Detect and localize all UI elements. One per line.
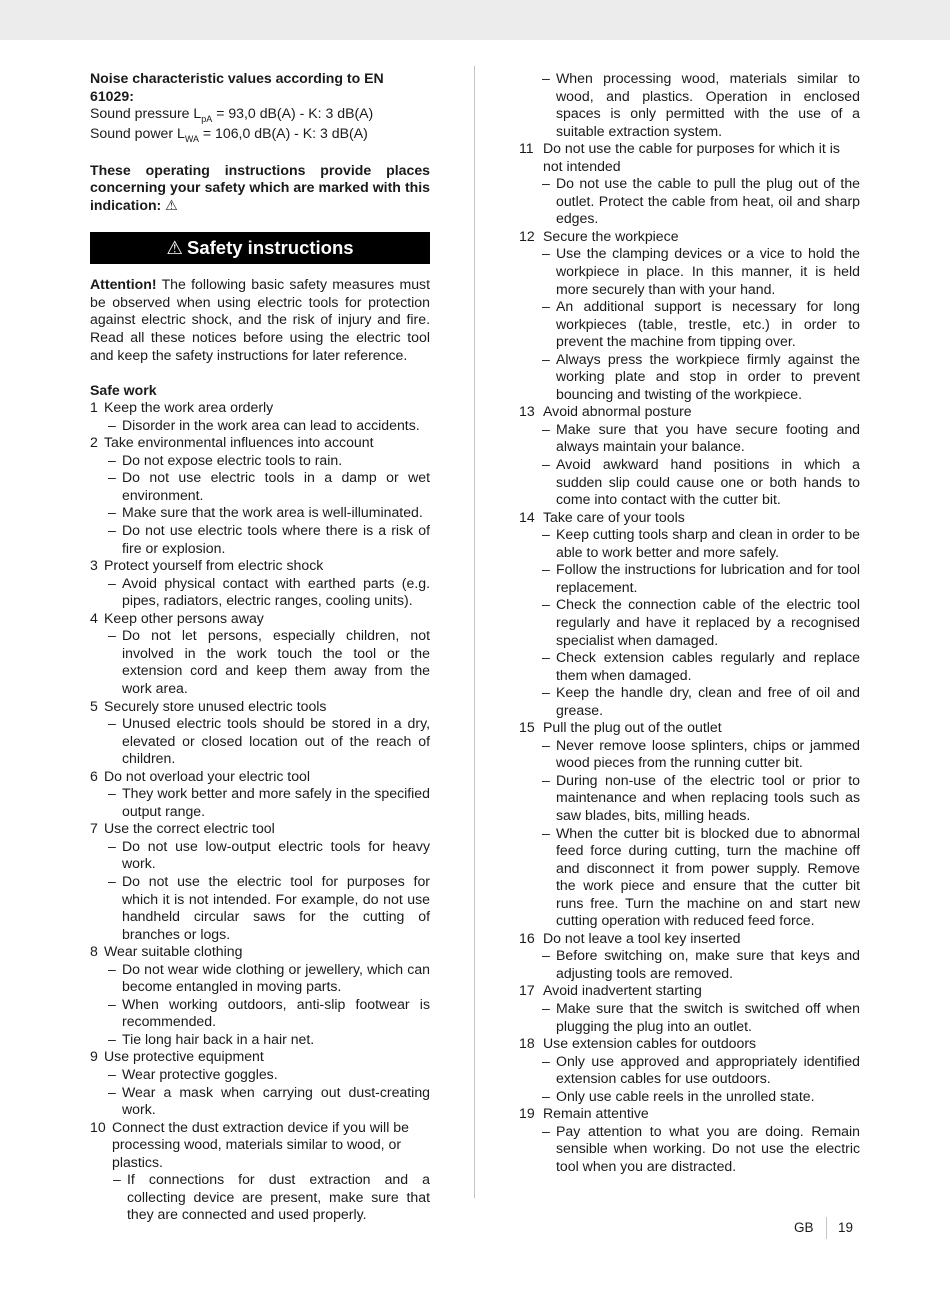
- rule-subitem: [90, 961, 430, 996]
- rule-subitem-text: When working outdoors, anti-slip footwear is recommended.: [122, 995, 430, 1030]
- rule-subitem: [519, 351, 860, 404]
- safety-banner-title: Safety instructions: [187, 237, 354, 259]
- sound-power-subscript: WA: [184, 133, 199, 144]
- rule-title: Protect yourself from electric shock: [104, 557, 324, 574]
- rule-item: [519, 1035, 860, 1053]
- dash-bullet: –: [542, 456, 550, 473]
- rule-number: 8: [90, 943, 98, 960]
- rule-number: 13: [519, 403, 535, 420]
- rule-title: Do not use the cable for purposes for which it is not intended: [543, 140, 840, 174]
- rule-subitem: [90, 627, 430, 697]
- dash-bullet: –: [542, 947, 550, 964]
- page-number: 19: [838, 1220, 854, 1235]
- dash-bullet: –: [108, 960, 116, 977]
- rules-list-left: [90, 399, 430, 1224]
- sound-pressure-label: Sound pressure L: [90, 105, 202, 122]
- rule-subitem-text: Do not let persons, especially children, not involved in the work touch the tool or the extension cord and keep them away from the work area.: [122, 627, 430, 696]
- attention-paragraph: [90, 276, 430, 364]
- dash-bullet: –: [542, 999, 550, 1016]
- rule-item: [519, 982, 860, 1000]
- rule-subitem: [519, 298, 860, 351]
- dash-bullet: –: [542, 175, 550, 192]
- rule-subitem: [519, 649, 860, 684]
- sound-power-line: [90, 125, 430, 145]
- sound-pressure-value: = 93,0 dB(A) - K: 3 dB(A): [212, 105, 374, 122]
- rule-title: Avoid abnormal posture: [543, 403, 692, 420]
- rule-subitem: [519, 1000, 860, 1035]
- rule-subitem: [90, 873, 430, 943]
- rule-subitem: [519, 947, 860, 982]
- dash-bullet: –: [542, 596, 550, 613]
- rule-subitem-text: Only use cable reels in the unrolled state.: [556, 1087, 815, 1104]
- rule-title: Do not leave a tool key inserted: [543, 929, 741, 946]
- rule-subitem: [90, 452, 430, 470]
- rule-number: 5: [90, 697, 98, 714]
- attention-text: The following basic safety measures must be observed when using electric tools for protection against electric shock, and the risk of injury and fire. Read all these notices before using the electric tool and keep the safety instructions for later reference.: [90, 276, 430, 363]
- rule-subitem: [519, 421, 860, 456]
- rule-subitem-text: Check extension cables regularly and replace them when damaged.: [556, 649, 860, 683]
- rule-item: [90, 698, 430, 716]
- rule-item: [519, 719, 860, 737]
- rule-title: Wear suitable clothing: [104, 943, 243, 960]
- rule-item: [90, 434, 430, 452]
- rule-subitem: [519, 1053, 860, 1088]
- rule-item: [519, 140, 860, 175]
- dash-bullet: –: [108, 1083, 116, 1100]
- dash-bullet: –: [542, 736, 550, 753]
- noise-heading: Noise characteristic values according to EN 61029:: [90, 70, 384, 104]
- rule-subitem: [90, 469, 430, 504]
- rule-subitem: [90, 575, 430, 610]
- rule-subitem-text: During non-use of the electric tool or prior to maintenance and when replacing tools such as saw blades, bits, milling heads.: [556, 771, 860, 823]
- dash-bullet: –: [542, 649, 550, 666]
- rule-item: [90, 557, 430, 575]
- rule-subitem: [90, 1031, 430, 1049]
- sound-power-label: Sound power L: [90, 124, 185, 141]
- dash-bullet: –: [542, 1052, 550, 1069]
- rule-subitem: [90, 1084, 430, 1119]
- rule-item: [90, 768, 430, 786]
- dash-bullet: –: [542, 350, 550, 367]
- dash-bullet: –: [108, 715, 116, 732]
- rule-number: 7: [90, 820, 98, 837]
- rule-number: 16: [519, 929, 535, 946]
- sound-pressure-line: [90, 105, 430, 125]
- dash-bullet: –: [108, 522, 116, 539]
- rule-subitem: [519, 825, 860, 930]
- dash-bullet: –: [542, 298, 550, 315]
- rule-subitem-text: Do not use electric tools in a damp or wet environment.: [122, 469, 430, 503]
- safety-banner: [90, 232, 430, 264]
- dash-bullet: –: [108, 469, 116, 486]
- rule-title: Take environmental influences into account: [104, 434, 374, 451]
- rule-subitem-text: When the cutter bit is blocked due to abnormal feed force during cutting, turn the machine off and disconnect it from power supply. Remove the work piece and ensure that the cutter bit runs free. Turn the machine on and start new cutting operation with reduced feed force.: [556, 824, 860, 929]
- rule-title: Use protective equipment: [104, 1048, 264, 1065]
- rule-item: [90, 610, 430, 628]
- rule-subitem: [90, 1066, 430, 1084]
- rule-subitem-text: Wear protective goggles.: [122, 1065, 278, 1082]
- rule-subitem-text: Disorder in the work area can lead to accidents.: [122, 416, 420, 433]
- rule-subitem-text: Only use approved and appropriately identified extension cables for use outdoors.: [556, 1052, 860, 1087]
- warning-triangle-icon: ⚠: [166, 237, 184, 259]
- rule-subitem-text: They work better and more safely in the specified output range.: [122, 785, 430, 819]
- rule-title: Secure the workpiece: [543, 227, 679, 244]
- rule-item: [519, 509, 860, 527]
- rule-item: [90, 943, 430, 961]
- rule-subitem: [90, 504, 430, 522]
- rule-subitem-text: Do not wear wide clothing or jewellery, which can become entangled in moving parts.: [122, 960, 430, 995]
- top-gray-bar: [0, 0, 950, 40]
- rule-item: [90, 1048, 430, 1066]
- rule-subitem: [90, 785, 430, 820]
- rule-number: 6: [90, 767, 98, 784]
- rule-subitem-text: Avoid awkward hand positions in which a sudden slip could cause one or both hands to come into contact with the cutter bit.: [556, 456, 860, 508]
- rule-subitem-text: Unused electric tools should be stored in a dry, elevated or closed location out of the reach of children.: [122, 715, 430, 767]
- rule-item: [519, 228, 860, 246]
- rule-subitem: [90, 522, 430, 557]
- dash-bullet: –: [542, 420, 550, 437]
- rule-subitem: [519, 561, 860, 596]
- rule-title: Do not overload your electric tool: [104, 767, 311, 784]
- dash-bullet: –: [108, 451, 116, 468]
- rule-item: [90, 399, 430, 417]
- rule-subitem-text: Do not use electric tools where there is a risk of fire or explosion.: [122, 522, 430, 556]
- dash-bullet: –: [542, 684, 550, 701]
- rule-subitem-text: Make sure that the work area is well-illuminated.: [122, 504, 423, 521]
- rule-number: 12: [519, 227, 535, 244]
- rule-title: Keep the work area orderly: [104, 399, 274, 416]
- rule-number: 18: [519, 1035, 535, 1052]
- dash-bullet: –: [108, 627, 116, 644]
- rule-number: 3: [90, 557, 98, 574]
- rule-subitem: [90, 996, 430, 1031]
- rules-list-right: [519, 70, 860, 1175]
- rule-subitem: [90, 417, 430, 435]
- footer-separator: [826, 1217, 827, 1239]
- rule-number: 4: [90, 609, 98, 626]
- rule-subitem: [90, 838, 430, 873]
- rule-number: 15: [519, 719, 535, 736]
- rule-subitem-text: Never remove loose splinters, chips or jammed wood pieces from the running cutter bit.: [556, 736, 860, 771]
- attention-label: Attention!: [90, 276, 157, 293]
- dash-bullet: –: [542, 1122, 550, 1139]
- rule-subitem-text: If connections for dust extraction and a collecting device are present, make sure that they are connected and used properly.: [127, 1171, 430, 1223]
- rule-subitem: [519, 684, 860, 719]
- dash-bullet: –: [108, 995, 116, 1012]
- rule-number: 19: [519, 1105, 535, 1122]
- right-column: [519, 70, 860, 1175]
- rule-subitem: [519, 245, 860, 298]
- rule-item: [519, 930, 860, 948]
- rule-subitem-text: Tie long hair back in a hair net.: [122, 1030, 315, 1047]
- rule-number: 9: [90, 1048, 98, 1065]
- rule-subitem-text: Pay attention to what you are doing. Remain sensible when working. Do not use the electric tool when you are distracted.: [556, 1122, 860, 1174]
- rule-subitem: [90, 715, 430, 768]
- rule-subitem: [519, 772, 860, 825]
- rule-number: 2: [90, 434, 98, 451]
- rule-subitem-text: Always press the workpiece firmly against the working plate and stop in order to prevent bouncing and twisting of the workpiece.: [556, 350, 860, 402]
- dash-bullet: –: [108, 1030, 116, 1047]
- rule-item: [519, 1105, 860, 1123]
- dash-bullet: –: [542, 824, 550, 841]
- rule-subitem: [519, 1123, 860, 1176]
- dash-bullet: –: [542, 771, 550, 788]
- dash-bullet: –: [108, 785, 116, 802]
- rule-subitem-text: When processing wood, materials similar to wood, and plastics. Operation in enclosed spaces is only permitted with the use of a suitable extraction system.: [556, 70, 860, 139]
- dash-bullet: –: [542, 70, 550, 86]
- dash-bullet: –: [542, 245, 550, 262]
- dash-bullet: –: [108, 872, 116, 889]
- rule-subitem: [519, 596, 860, 649]
- intro-note: These operating instructions provide places concerning your safety which are marked with this indication: ⚠: [90, 161, 430, 213]
- rule-number: 11: [519, 140, 534, 157]
- rule-subitem-text: Before switching on, make sure that keys and adjusting tools are removed.: [556, 947, 860, 981]
- rule-subitem: [519, 456, 860, 509]
- rule-title: Use the correct electric tool: [104, 820, 275, 837]
- rule-title: Keep other persons away: [104, 609, 264, 626]
- rule-subitem-text: Keep the handle dry, clean and free of oil and grease.: [556, 684, 860, 718]
- rule-item: [90, 1119, 430, 1172]
- rule-title: Pull the plug out of the outlet: [543, 719, 722, 736]
- rule-subitem-text: Do not expose electric tools to rain.: [122, 451, 343, 468]
- rule-subitem-text: Use the clamping devices or a vice to hold the workpiece in place. In this manner, it is held more securely than with your hand.: [556, 245, 860, 297]
- rule-number: 10: [90, 1118, 106, 1135]
- rule-title: Avoid inadvertent starting: [543, 982, 702, 999]
- rule-subitem-text: Keep cutting tools sharp and clean in order to be able to work better and more safely.: [556, 526, 860, 560]
- rule-subitem-text: Make sure that the switch is switched off when plugging the plug into an outlet.: [556, 999, 860, 1034]
- rule-subitem: [519, 526, 860, 561]
- rule-subitem-text: Check the connection cable of the electric tool regularly and have it replaced by a recognised specialist when damaged.: [556, 596, 860, 648]
- footer-language: GB: [794, 1220, 814, 1235]
- rule-subitem-text: Do not use the electric tool for purposes for which it is not intended. For example, do not use handheld circular saws for the cutting of branches or logs.: [122, 872, 430, 942]
- safe-work-heading: Safe work: [90, 381, 157, 398]
- dash-bullet: –: [113, 1171, 121, 1188]
- dash-bullet: –: [108, 504, 116, 521]
- dash-bullet: –: [542, 1087, 550, 1104]
- dash-bullet: –: [542, 561, 550, 578]
- rule-subitem: [519, 175, 860, 228]
- rule-item: [90, 820, 430, 838]
- rule-number: 14: [519, 508, 535, 525]
- rule-subitem-text: Do not use the cable to pull the plug out of the outlet. Protect the cable from heat, oil and sharp edges.: [556, 175, 860, 227]
- rule-title: Remain attentive: [543, 1105, 649, 1122]
- left-column: [90, 70, 430, 1224]
- rule-subitem: [519, 737, 860, 772]
- sound-power-value: = 106,0 dB(A) - K: 3 dB(A): [198, 124, 368, 141]
- rule-title: Take care of your tools: [543, 508, 685, 525]
- rule-number: 17: [519, 982, 535, 999]
- dash-bullet: –: [108, 574, 116, 591]
- rule-subitem-text: An additional support is necessary for long workpieces (table, trestle, etc.) in order to prevent the machine from tipping over.: [556, 298, 860, 350]
- rule-subitem-text: Follow the instructions for lubrication and for tool replacement.: [556, 561, 860, 595]
- rule-title: Use extension cables for outdoors: [543, 1035, 757, 1052]
- dash-bullet: –: [542, 526, 550, 543]
- rule-subitem-text: Wear a mask when carrying out dust-creating work.: [122, 1083, 430, 1118]
- dash-bullet: –: [108, 837, 116, 854]
- rule-subitem-text: Do not use low-output electric tools for heavy work.: [122, 837, 430, 872]
- rule-subitem: [519, 1088, 860, 1106]
- rule-subitem-text: Avoid physical contact with earthed parts (e.g. pipes, radiators, electric ranges, cooling units).: [122, 574, 430, 609]
- rule-number: 1: [90, 399, 98, 416]
- dash-bullet: –: [108, 1065, 116, 1082]
- rule-item: [519, 403, 860, 421]
- rule-subitem: [90, 1171, 430, 1224]
- sound-pressure-subscript: pA: [201, 114, 213, 125]
- column-divider: [474, 66, 475, 1198]
- dash-bullet: –: [108, 416, 116, 433]
- rule-subitem: [519, 70, 860, 140]
- rule-title: Securely store unused electric tools: [104, 697, 327, 714]
- rule-subitem-text: Make sure that you have secure footing and always maintain your balance.: [556, 420, 860, 455]
- rule-title: Connect the dust extraction device if you will be processing wood, materials similar to wood, or plastics.: [112, 1118, 409, 1170]
